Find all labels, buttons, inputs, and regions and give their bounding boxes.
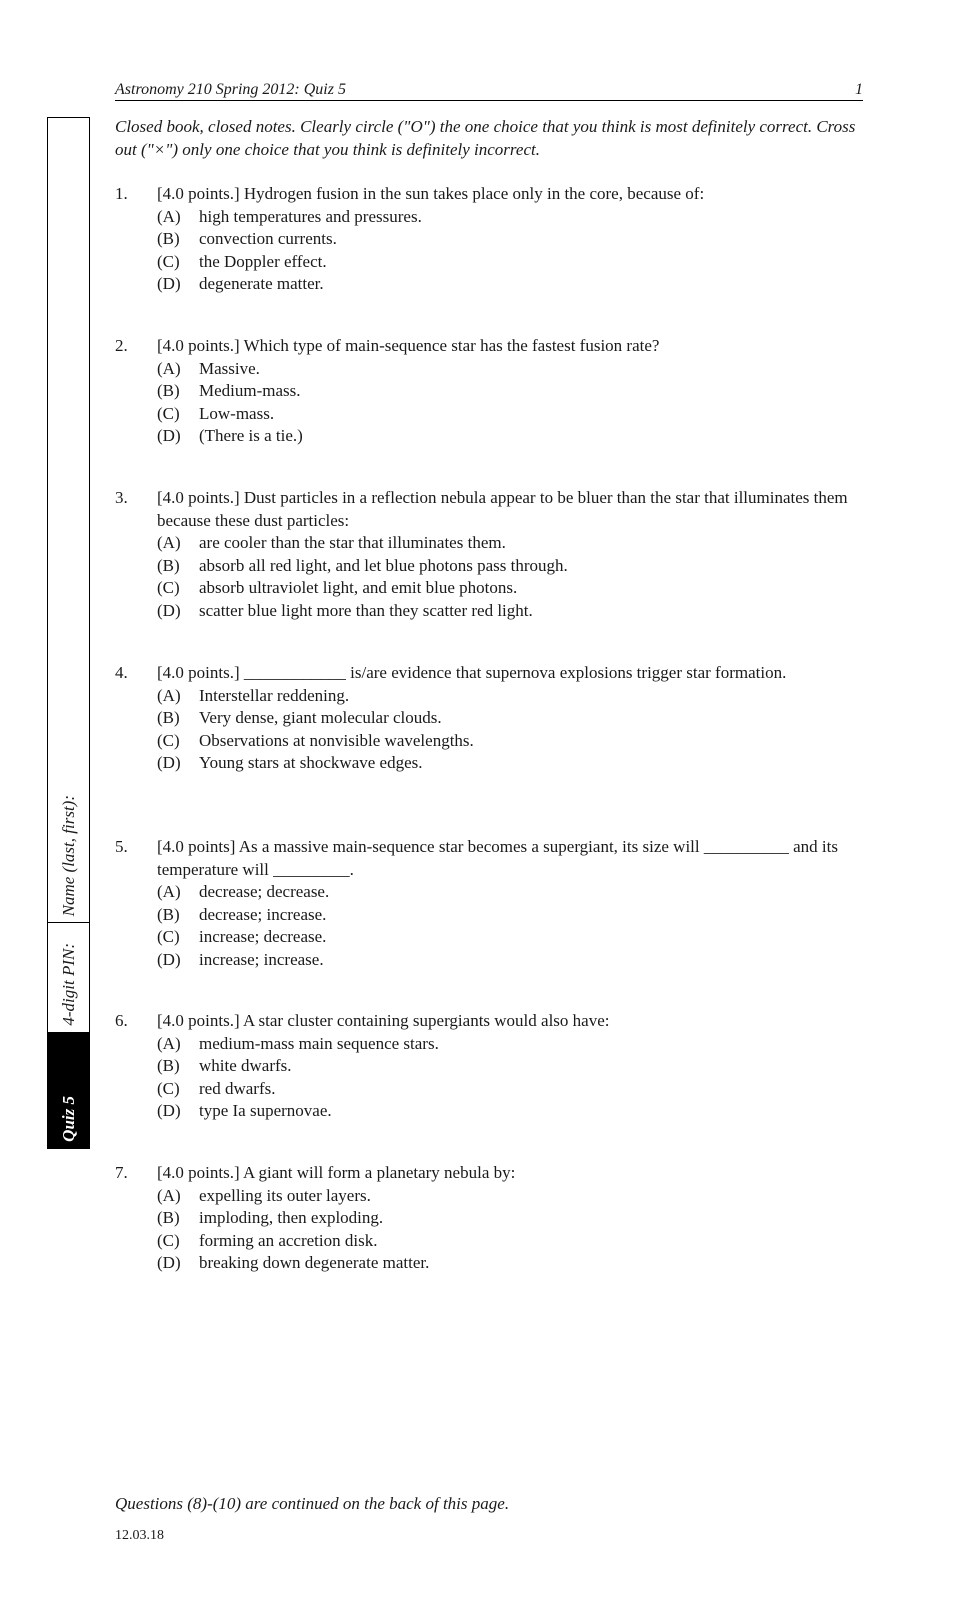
question-number: 4.	[115, 663, 128, 682]
choice-c[interactable]: (C) absorb ultraviolet light, and emit blue photons.	[157, 578, 518, 597]
quiz-label: Quiz 5	[58, 1096, 78, 1142]
choice-a[interactable]: (A) high temperatures and pressures.	[157, 206, 422, 226]
question-7	[115, 1162, 863, 1275]
question-number: 5.	[115, 837, 128, 856]
question-number: 1.	[115, 184, 128, 203]
choice-c[interactable]: (C) the Doppler effect.	[157, 251, 327, 271]
question-number: 2.	[115, 336, 128, 355]
pin-field[interactable]	[48, 922, 89, 1033]
choice-c[interactable]: (C) Observations at nonvisible wavelengths.	[157, 730, 474, 750]
choice-a[interactable]: (A) Interstellar reddening.	[157, 685, 350, 705]
continuation-note: Questions (8)-(10) are continued on the back of this page.	[115, 1494, 510, 1513]
choice-d[interactable]: (D) increase; increase.	[157, 949, 324, 969]
choice-b[interactable]: (B) absorb all red light, and let blue photons pass through.	[157, 555, 568, 575]
choice-b[interactable]: (B) convection currents.	[157, 229, 337, 248]
choice-b[interactable]: (B) imploding, then exploding.	[157, 1208, 384, 1227]
choice-d[interactable]: (D) type Ia supernovae.	[157, 1101, 332, 1120]
question-stem: [4.0 points.] Which type of main-sequence star has the fastest fusion rate?	[157, 336, 660, 355]
question-stem: [4.0 points.] A giant will form a planetary nebula by:	[157, 1163, 516, 1182]
choice-d[interactable]: (D) degenerate matter.	[157, 274, 324, 293]
quiz-tab	[48, 1032, 89, 1148]
question-stem: [4.0 points.] Dust particles in a reflection nebula appear to be bluer than the star that illuminates them because these dust particles:	[157, 488, 848, 530]
choice-d[interactable]: (D) (There is a tie.)	[157, 426, 303, 445]
page-number: 1	[855, 81, 863, 98]
choice-b[interactable]: (B) white dwarfs.	[157, 1056, 292, 1075]
choice-a[interactable]: (A) Massive.	[157, 358, 260, 378]
name-field[interactable]	[48, 118, 89, 923]
choice-c[interactable]: (C) increase; decrease.	[157, 927, 327, 946]
header-title: Astronomy 210 Spring 2012: Quiz 5	[115, 81, 346, 98]
question-number: 6.	[115, 1011, 128, 1030]
question-stem: [4.0 points] As a massive main-sequence star becomes a supergiant, its size will __________ and its temperature will _________.	[157, 837, 838, 879]
choice-d[interactable]: (D) Young stars at shockwave edges.	[157, 753, 423, 772]
choice-a[interactable]: (A) medium-mass main sequence stars.	[157, 1033, 439, 1053]
question-number: 3.	[115, 488, 128, 507]
question-number: 7.	[115, 1163, 128, 1182]
question-3	[115, 487, 863, 622]
choice-c[interactable]: (C) red dwarfs.	[157, 1078, 276, 1098]
question-2	[115, 335, 863, 448]
choice-a[interactable]: (A) expelling its outer layers.	[157, 1185, 371, 1205]
page-header	[115, 80, 863, 101]
choice-c[interactable]: (C) Low-mass.	[157, 403, 275, 423]
choice-b[interactable]: (B) decrease; increase.	[157, 904, 327, 924]
question-stem: [4.0 points.] ____________ is/are evidence that supernova explosions trigger star formation.	[157, 663, 787, 682]
pin-label: 4-digit PIN:	[58, 943, 78, 1026]
choice-d[interactable]: (D) breaking down degenerate matter.	[157, 1253, 430, 1272]
instructions: Closed book, closed notes. Clearly circle ("O") the one choice that you think is most definitely correct. Cross out ("×") only one choice that you think is definitely incorrect.	[115, 117, 856, 159]
name-label: Name (last, first):	[58, 794, 78, 916]
choice-a[interactable]: (A) are cooler than the star that illuminates them.	[157, 533, 506, 552]
question-1	[115, 183, 863, 296]
choice-d[interactable]: (D) scatter blue light more than they scatter red light.	[157, 600, 533, 620]
question-4	[115, 662, 863, 775]
choice-b[interactable]: (B) Medium-mass.	[157, 381, 301, 400]
question-stem: [4.0 points.] A star cluster containing supergiants would also have:	[157, 1011, 610, 1030]
student-info-sidebar	[47, 117, 90, 1149]
date-stamp: 12.03.18	[115, 1528, 164, 1543]
choice-a[interactable]: (A) decrease; decrease.	[157, 882, 330, 901]
choice-c[interactable]: (C) forming an accretion disk.	[157, 1230, 378, 1250]
question-6	[115, 1010, 863, 1123]
choice-b[interactable]: (B) Very dense, giant molecular clouds.	[157, 708, 442, 727]
question-stem: [4.0 points.] Hydrogen fusion in the sun takes place only in the core, because of:	[157, 184, 705, 203]
question-5	[115, 836, 863, 971]
